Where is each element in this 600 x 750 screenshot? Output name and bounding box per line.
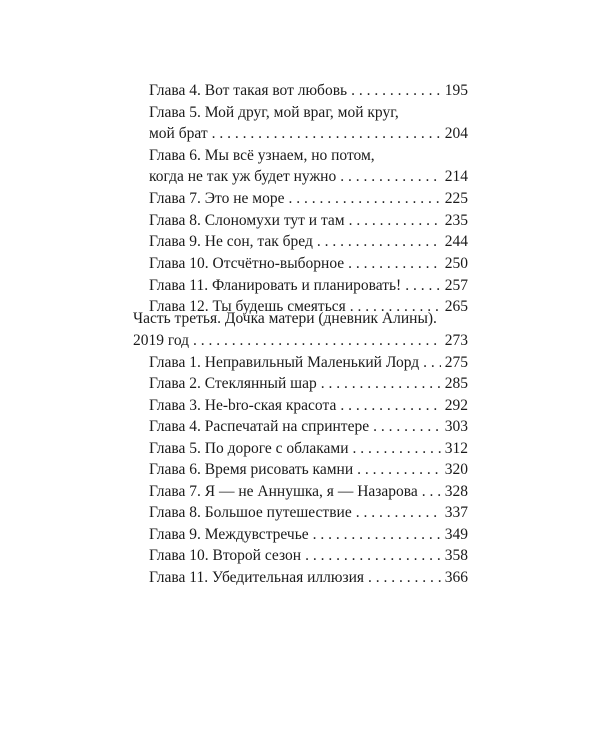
- part-heading-line2: 2019 год: [133, 332, 190, 349]
- toc-leader-dots: [368, 567, 441, 589]
- toc-entry-title: Глава 8. Большое путешествие: [149, 504, 352, 521]
- toc-leader-dots: [340, 166, 441, 188]
- toc-entry-page: 195: [444, 82, 468, 99]
- toc-entry: [149, 352, 468, 374]
- toc-entry-title-line1: Глава 6. Мы всё узнаем, но потом,: [149, 147, 375, 164]
- toc-entry-title: Глава 11. Убедительная иллюзия: [149, 569, 365, 586]
- toc-entry: [149, 80, 468, 102]
- toc-entry-title: Глава 5. По дороге с облаками: [149, 440, 349, 457]
- toc-entry-page: 328: [444, 483, 468, 500]
- toc-entry-page: 275: [444, 354, 468, 371]
- toc-entry-title: Глава 6. Время рисовать камни: [149, 461, 354, 478]
- toc-leader-dots: [348, 253, 441, 275]
- toc-leader-dots: [212, 123, 441, 145]
- toc-entry-page: 292: [444, 397, 468, 414]
- toc-entry-page: 214: [444, 168, 468, 185]
- toc-entry: [149, 459, 468, 481]
- toc-entry-page: 312: [444, 440, 468, 457]
- toc-entry: [149, 502, 468, 524]
- toc-entry-title: Глава 11. Фланировать и планировать!: [149, 277, 402, 294]
- toc-entry-page: 303: [444, 418, 468, 435]
- toc-entry: [149, 166, 468, 188]
- toc-entry-page: 320: [444, 461, 468, 478]
- toc-leader-dots: [193, 330, 441, 352]
- toc-leader-dots: [405, 275, 441, 297]
- toc-entry: [149, 253, 468, 275]
- toc-entry-title: Глава 7. Я — не Аннушка, я — Назарова: [149, 483, 418, 500]
- toc-entry: [149, 373, 468, 395]
- part-heading-page: 273: [444, 332, 468, 349]
- toc-entry-title-line1: Глава 5. Мой друг, мой враг, мой круг,: [149, 104, 399, 121]
- toc-entry-title: Глава 10. Второй сезон: [149, 547, 302, 564]
- toc-entry-title: Глава 9. Междувстречье: [149, 526, 309, 543]
- toc-leader-dots: [313, 524, 441, 546]
- toc-entry-page: 337: [444, 504, 468, 521]
- toc-entry: [149, 395, 468, 417]
- toc-entry: [149, 524, 468, 546]
- toc-entry: [149, 545, 468, 567]
- toc-leader-dots: [349, 210, 441, 232]
- toc-leader-dots: [317, 231, 441, 253]
- toc-leader-dots: [373, 416, 441, 438]
- toc-entry: [149, 416, 468, 438]
- toc-entry: [149, 188, 468, 210]
- toc-leader-dots: [353, 438, 441, 460]
- toc-entry-page: 349: [444, 526, 468, 543]
- toc-entry-page: 265: [444, 298, 468, 315]
- toc-entry-title: Глава 4. Распечатай на спринтере: [149, 418, 370, 435]
- toc-entry-title: Глава 1. Неправильный Маленький Лорд: [149, 354, 420, 371]
- toc-entry-title: Глава 2. Стеклянный шар: [149, 375, 317, 392]
- toc-entry-title: мой брат: [149, 125, 208, 142]
- toc-entry-page: 285: [444, 375, 468, 392]
- toc-entry-page: 204: [444, 125, 468, 142]
- toc-entry-page: 250: [444, 255, 468, 272]
- toc-entry: [149, 275, 468, 297]
- toc-leader-dots: [356, 502, 441, 524]
- toc-entry-page: 244: [444, 233, 468, 250]
- toc-entry: [149, 438, 468, 460]
- toc-entry-title: Глава 7. Это не море: [149, 190, 285, 207]
- toc-entry-title: Глава 12. Ты будешь смеяться: [149, 298, 346, 315]
- toc-leader-dots: [305, 545, 441, 567]
- toc-leader-dots: [321, 373, 441, 395]
- toc-entry-title: Глава 3. Не-bro-ская красота: [149, 397, 337, 414]
- toc-entry-title: Глава 9. Не сон, так бред: [149, 233, 313, 250]
- toc-leader-dots: [351, 80, 441, 102]
- toc-leader-dots: [357, 459, 441, 481]
- toc-entry-title: Глава 8. Слономухи тут и там: [149, 212, 345, 229]
- toc-entry: [149, 123, 468, 145]
- toc-leader-dots: [423, 352, 441, 374]
- part-heading: [133, 330, 468, 352]
- toc-entry-page: 225: [444, 190, 468, 207]
- toc-entry-title: Глава 4. Вот такая вот любовь: [149, 82, 348, 99]
- toc-leader-dots: [288, 188, 440, 210]
- toc-entry: [149, 210, 468, 232]
- toc-entry: [149, 567, 468, 589]
- toc-entry-page: 358: [444, 547, 468, 564]
- toc-entry-page: 235: [444, 212, 468, 229]
- toc-entry-title: Глава 10. Отсчётно-выборное: [149, 255, 345, 272]
- part-heading-line1-text: Часть третья. Дочка матери (дневник Алины).: [133, 310, 437, 327]
- toc-entry-page: 257: [444, 277, 468, 294]
- toc-entry-title: когда не так уж будет нужно: [149, 168, 337, 185]
- toc-leader-dots: [340, 395, 440, 417]
- toc-entry: [149, 481, 468, 503]
- toc-entry: [149, 231, 468, 253]
- toc-leader-dots: [422, 481, 441, 503]
- toc-entry-page: 366: [444, 569, 468, 586]
